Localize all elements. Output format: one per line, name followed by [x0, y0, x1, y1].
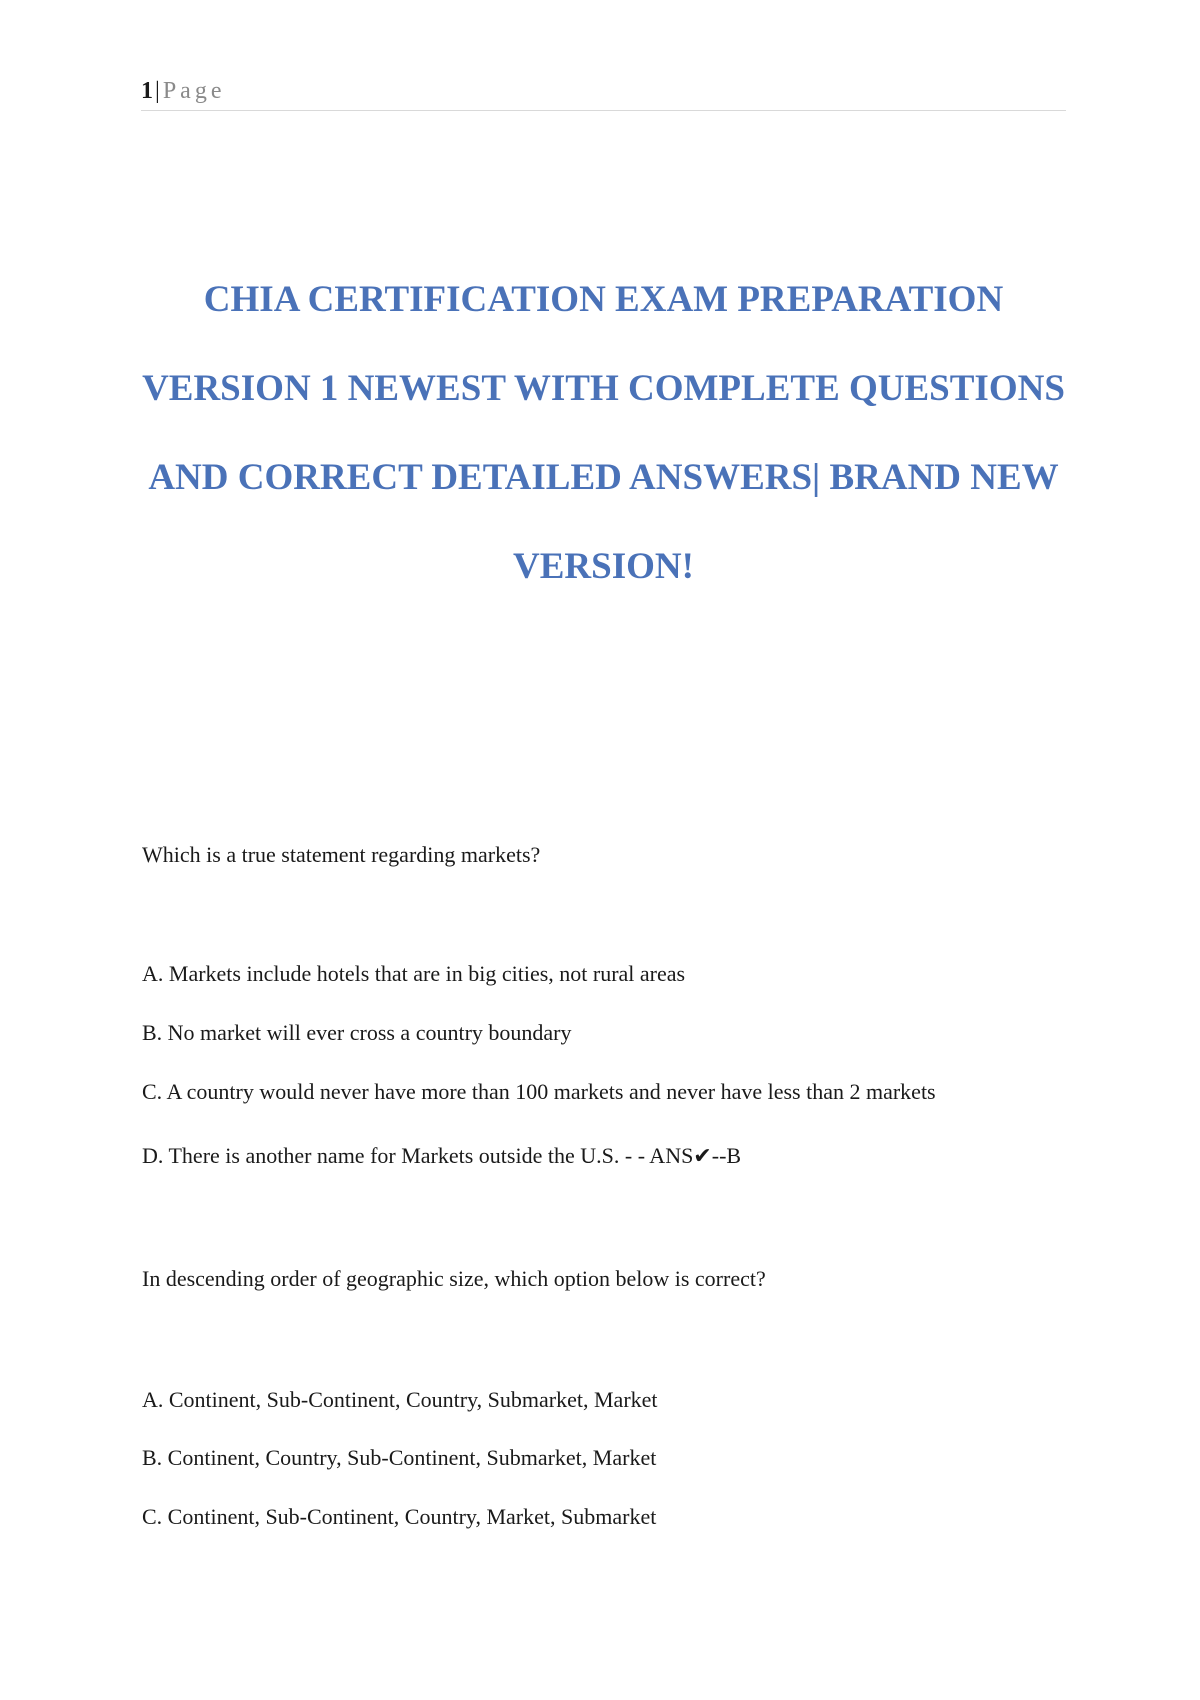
page-label: Page	[162, 78, 226, 104]
page-separator: |	[155, 78, 160, 104]
page-number: 1	[141, 78, 153, 104]
title-line: AND CORRECT DETAILED ANSWERS| BRAND NEW	[148, 457, 1059, 498]
title-line: VERSION 1 NEWEST WITH COMPLETE QUESTIONS	[142, 368, 1065, 409]
question-1-option-a: A. Markets include hotels that are in big cities, not rural areas	[142, 961, 686, 986]
question-1-option-b: B. No market will ever cross a country boundary	[142, 1020, 572, 1045]
question-2-option-a: A. Continent, Sub-Continent, Country, Submarket, Market	[142, 1387, 658, 1412]
question-2: In descending order of geographic size, which option below is correct?	[142, 1266, 766, 1291]
title-line: VERSION!	[513, 546, 694, 587]
page-header	[141, 76, 1066, 111]
question-1: Which is a true statement regarding markets?	[142, 842, 541, 867]
question-2-option-b: B. Continent, Country, Sub-Continent, Submarket, Market	[142, 1445, 657, 1470]
question-1-option-d-answer: D. There is another name for Markets outside the U.S. - - ANS✔--B	[142, 1143, 742, 1168]
document-title	[141, 255, 1066, 611]
title-line: CHIA CERTIFICATION EXAM PREPARATION	[203, 279, 1004, 320]
question-2-option-c: C. Continent, Sub-Continent, Country, Market, Submarket	[142, 1504, 657, 1529]
question-1-option-c: C. A country would never have more than 100 markets and never have less than 2 markets	[142, 1079, 936, 1104]
